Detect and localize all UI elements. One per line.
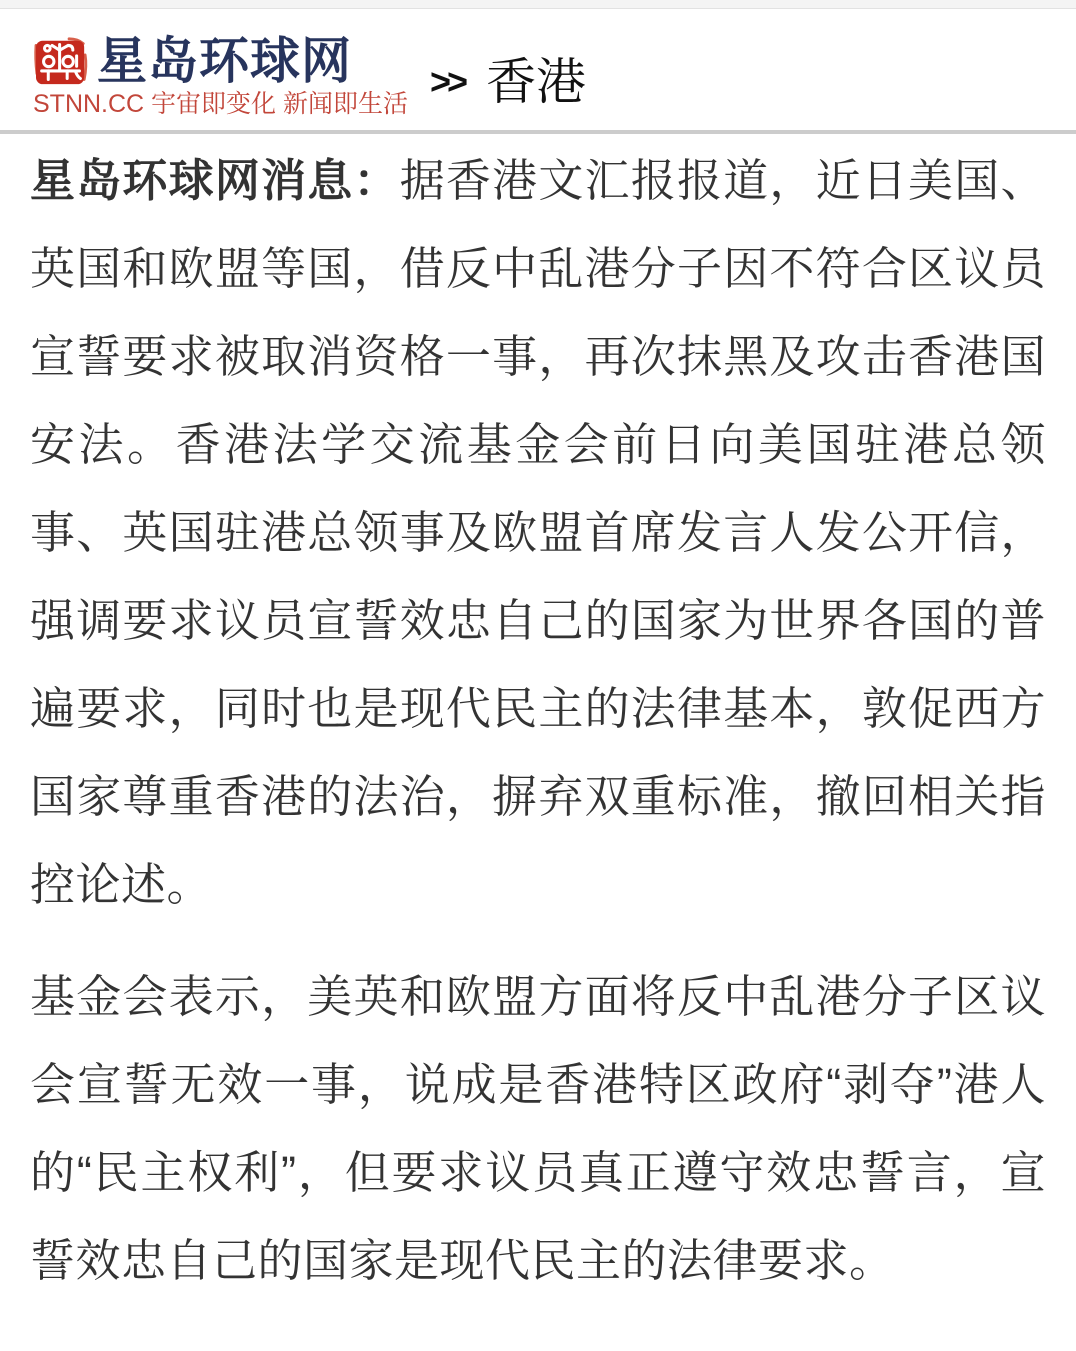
site-logo[interactable] (33, 35, 408, 117)
site-name[interactable]: 星岛环球网 (97, 33, 352, 89)
breadcrumb-separator: >> (430, 61, 465, 102)
sing-tao-seal-icon (33, 36, 90, 87)
article-lead-in: 星岛环球网消息： (30, 155, 400, 206)
article-paragraph-2 (30, 953, 1046, 1305)
breadcrumb-category-hongkong[interactable]: 香港 (486, 54, 587, 110)
article-paragraph-1-text: 据香港文汇报报道，近日美国、英国和欧盟等国，借反中乱港分子因不符合区议员宣誓要求被取消资格一事，再次抹黑及攻击香港国安法。香港法学交流基金会前日向美国驻港总领事、英国驻港总领事及欧盟首席发言人发公开信，强调要求议员宣誓效忠自己的国家为世界各国的普遍要求，同时也是现代民主的法律基本，敦促西方国家尊重香港的法治，摒弃双重标准，撤回相关指控论述。 (30, 155, 1046, 910)
top-chrome-strip (0, 0, 1076, 9)
site-tagline: STNN.CC 宇宙即变化 新闻即生活 (33, 90, 409, 118)
article-paragraph-1 (30, 137, 1046, 929)
article-paragraph-2-text: 基金会表示，美英和欧盟方面将反中乱港分子区议会宣誓无效一事，说成是香港特区政府“剥夺”港人的“民主权利”，但要求议员真正遵守效忠誓言，宣誓效忠自己的国家是现代民主的法律要求。 (30, 971, 1046, 1286)
breadcrumb (430, 54, 587, 110)
article-body (0, 134, 1076, 1351)
site-header (0, 9, 1076, 134)
site-logo-top-row (33, 35, 408, 87)
